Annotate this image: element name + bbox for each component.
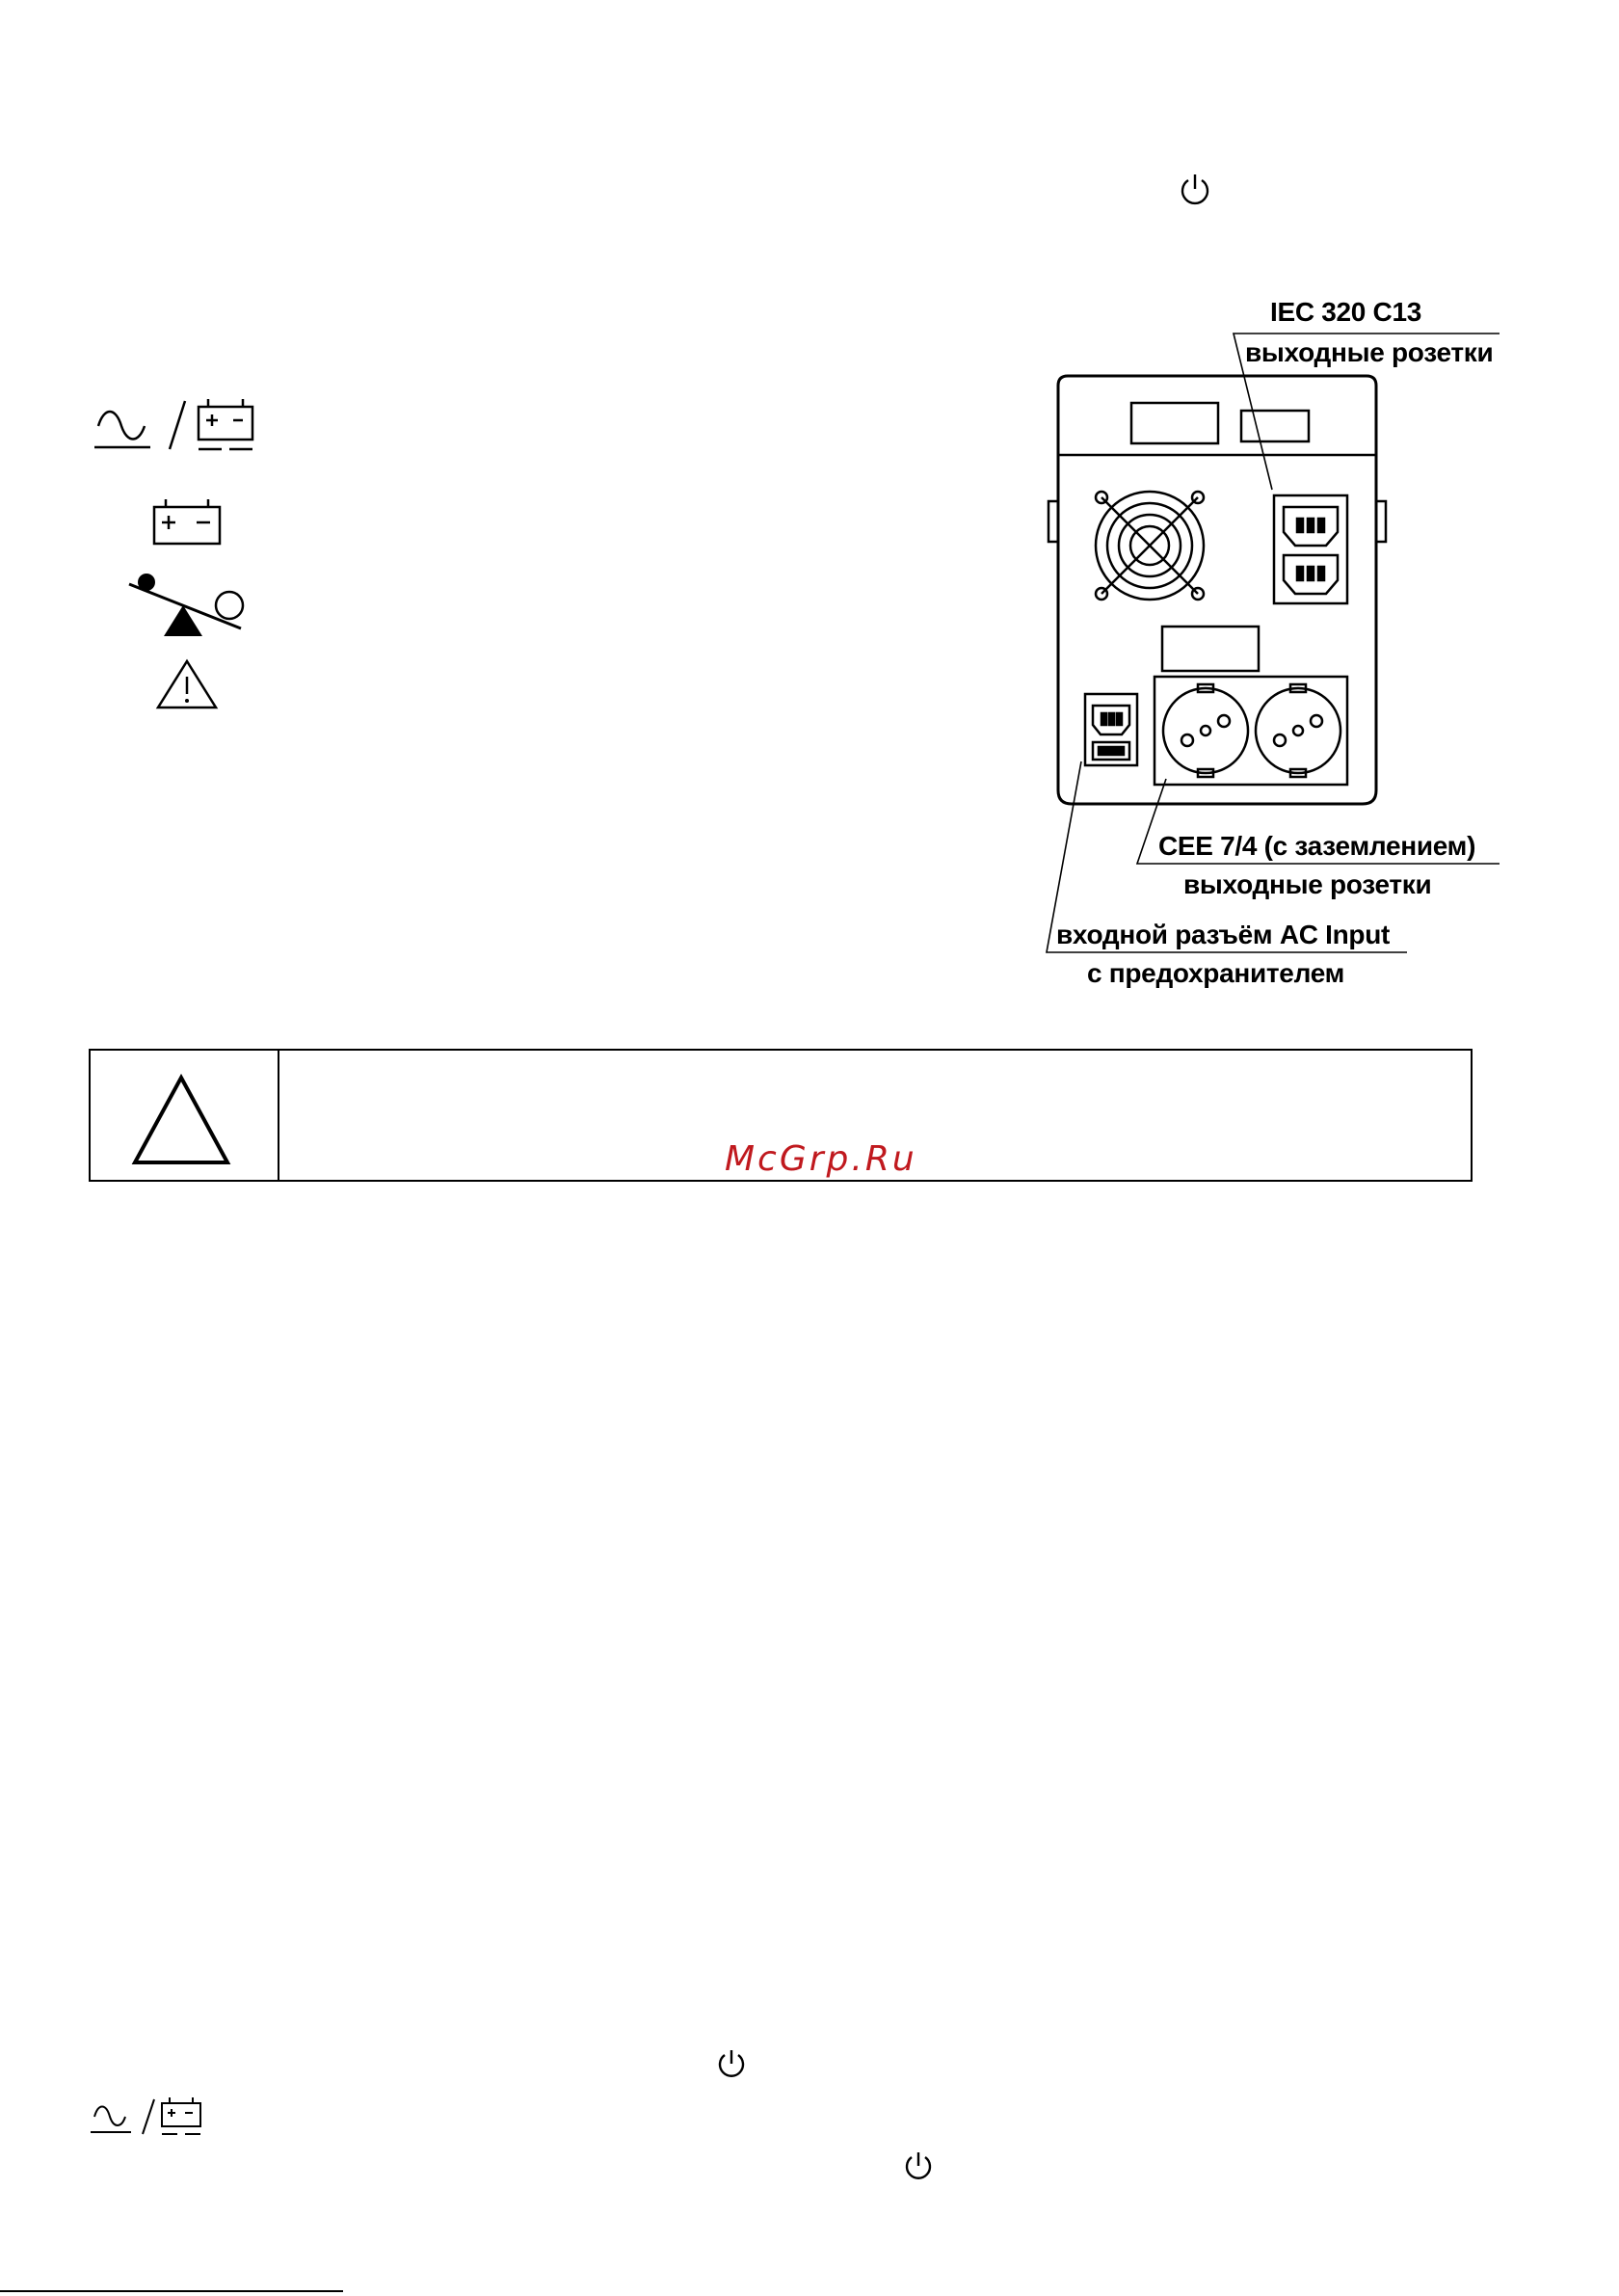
ac-input-subtitle: с предохранителем (1087, 958, 1345, 988)
ac-battery-mode-icon (89, 2094, 206, 2138)
ac-input-title: входной разъём AC Input (1056, 920, 1391, 949)
cee-outlet-subtitle: выходные розетки (1183, 869, 1432, 899)
notice-icon-cell (91, 1051, 279, 1180)
watermark: McGrp.Ru (725, 1139, 917, 1179)
iec-outlet-subtitle: выходные розетки (1245, 337, 1494, 367)
warning-triangle-icon (131, 1074, 231, 1166)
power-icon (715, 2047, 748, 2080)
iec-outlet-title: IEC 320 C13 (1270, 297, 1422, 327)
cooling-fan (1096, 492, 1204, 600)
cee-outlets (1155, 677, 1347, 785)
footnote-rule (0, 2290, 343, 2292)
ups-body (1048, 376, 1386, 804)
power-icon (902, 2149, 935, 2182)
notice-box (89, 1049, 1473, 1182)
iec-outlets (1274, 495, 1347, 603)
ac-input-socket (1085, 694, 1137, 765)
cee-outlet-title: CEE 7/4 (с заземлением) (1158, 831, 1476, 861)
